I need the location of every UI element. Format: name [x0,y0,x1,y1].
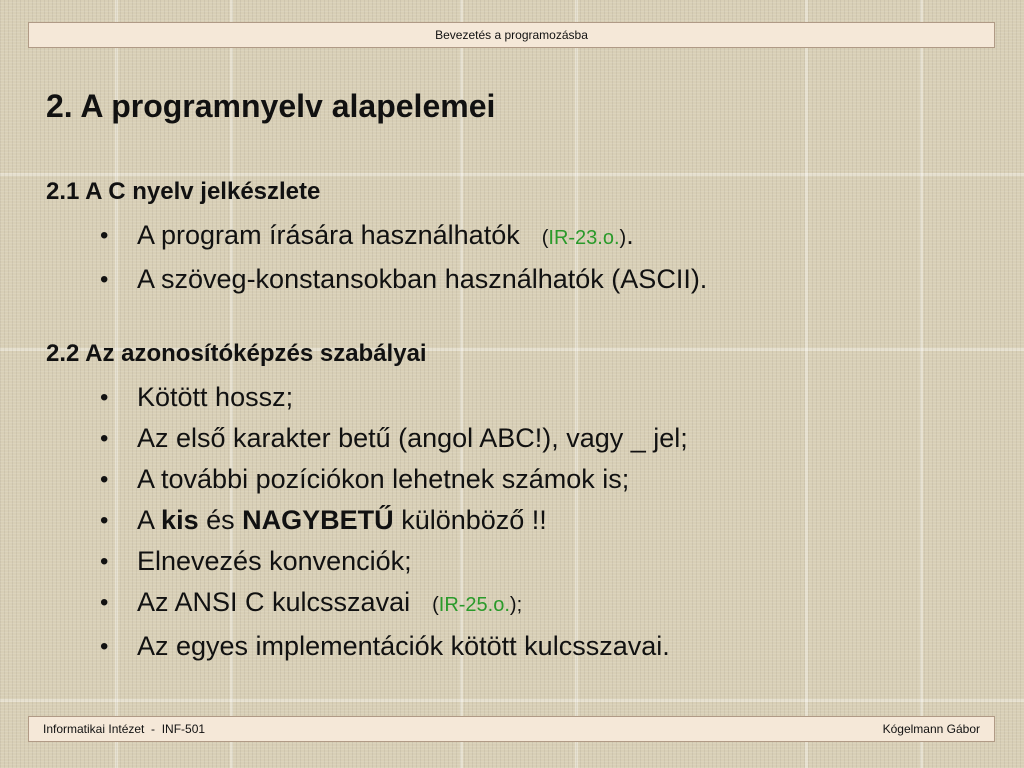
slide-title: 2. A programnyelv alapelemei [46,88,496,124]
list-item-text: Az egyes implementációk kötött kulcsszavai. [137,631,670,661]
list-item [0,541,688,582]
list-item [0,215,707,259]
list-item-text: Az ANSI C kulcsszavai [137,587,411,617]
section-heading-1: 2.1 A C nyelv jelkészlete [46,178,321,205]
footer-left: Informatikai Intézet - INF-501 [43,722,206,736]
header-text: Bevezetés a programozásba [435,28,588,42]
slide-footer [28,716,995,742]
list-item-text: különböző !! [401,505,547,535]
list-item-text: Az első karakter betű (angol ABC!), vagy _ jel; [137,423,688,453]
bold-word-nagybetu: NAGYBETŰ [242,505,394,535]
list-item-text: és [206,505,235,535]
paren-open: ( [432,594,439,616]
slide-header [28,22,995,48]
bold-word-kis: kis [161,505,199,535]
list-item-text: A szöveg-konstansokban használhatók (ASCII). [137,264,708,294]
list-item [0,377,688,418]
paren-open: ( [541,227,549,249]
list-item [0,626,688,667]
list-item-text: Elnevezés konvenciók; [137,546,412,576]
list-item [0,500,688,541]
list-item-text: A program írására használhatók [137,220,520,250]
list-item-text: A további pozíciókon lehetnek számok is; [137,464,630,494]
list-item [0,418,688,459]
list-item-suffix: . [626,220,634,250]
paren-close: ) [619,227,627,249]
paren-close: ) [509,594,517,616]
list-item-text: Kötött hossz; [137,382,294,412]
list-item [0,259,707,300]
bullet-list-2 [0,377,688,667]
page-reference: IR-25.o. [438,594,510,616]
footer-right: Kógelmann Gábor [882,722,980,736]
page-reference: IR-23.o. [548,227,620,249]
list-item-suffix: ; [516,594,523,616]
section-heading-2: 2.2 Az azonosítóképzés szabályai [46,340,427,367]
bullet-list-1 [0,215,707,300]
list-item [0,459,688,500]
list-item-text: A [137,505,154,535]
list-item [0,582,688,626]
